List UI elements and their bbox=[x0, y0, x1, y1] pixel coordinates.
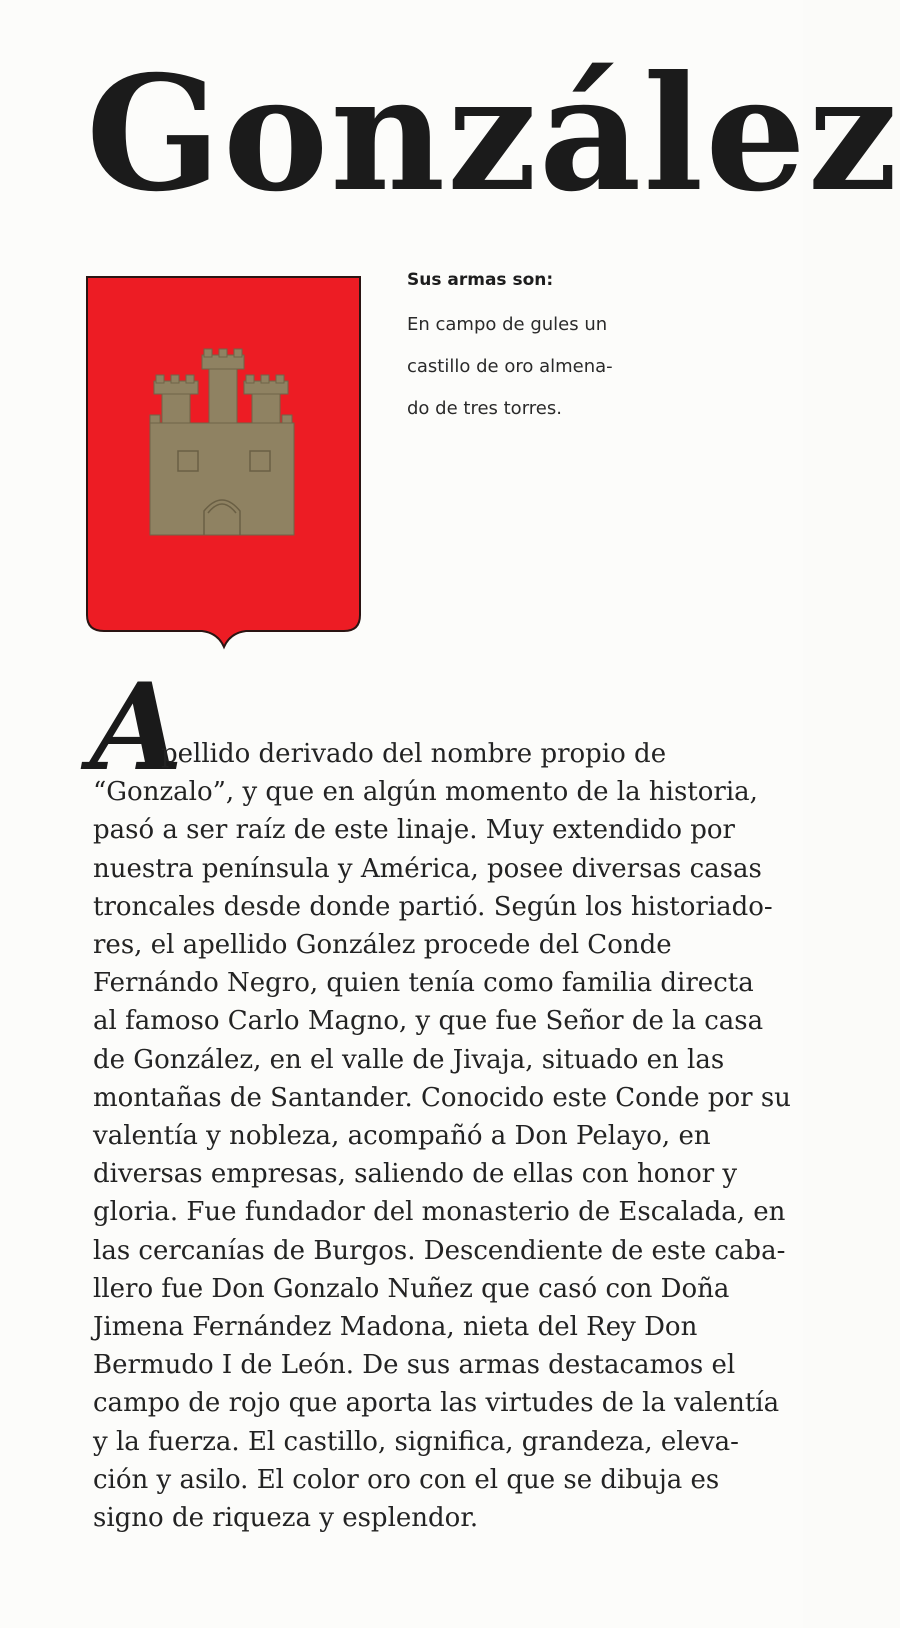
drop-cap: A bbox=[90, 657, 184, 798]
history-line: pellido derivado del nombre propio de bbox=[161, 739, 667, 769]
history-line: “Gonzalo”, y que en algún momento de la historia, bbox=[93, 777, 758, 808]
history-line: pasó a ser raíz de este linaje. Muy extendido por bbox=[93, 815, 735, 846]
arms-description-line: En campo de gules un bbox=[407, 314, 608, 335]
history-line: campo de rojo que aporta las virtudes de la valentía bbox=[93, 1388, 780, 1419]
history-line: llero fue Don Gonzalo Nuñez que casó con Doña bbox=[93, 1273, 730, 1304]
history-line: de González, en el valle de Jivaja, situado en las bbox=[93, 1044, 725, 1075]
history-line: res, el apellido González procede del Conde bbox=[93, 930, 672, 961]
history-line: Fernándo Negro, quien tenía como familia directa bbox=[93, 968, 754, 999]
history-line: Jimena Fernández Madona, nieta del Rey Don bbox=[93, 1312, 698, 1343]
arms-heading: Sus armas son: bbox=[407, 270, 554, 290]
history-line: troncales desde donde partió. Según los historiado- bbox=[93, 891, 773, 922]
history-text bbox=[93, 735, 791, 1537]
history-line: gloria. Fue fundador del monasterio de Escalada, en bbox=[93, 1197, 786, 1228]
history-line: Bermudo I de León. De sus armas destacamos el bbox=[93, 1350, 736, 1381]
history-line: las cercanías de Burgos. Descendiente de este caba- bbox=[93, 1235, 786, 1266]
arms-description bbox=[407, 304, 707, 430]
history-line: ción y asilo. El color oro con el que se dibuja es bbox=[93, 1464, 720, 1495]
arms-description-line: do de tres torres. bbox=[407, 398, 562, 419]
history-line: montañas de Santander. Conocido este Conde por su bbox=[93, 1082, 791, 1113]
surname-title: González bbox=[86, 42, 900, 227]
history-line: signo de riqueza y esplendor. bbox=[93, 1503, 479, 1534]
arms-description-line: castillo de oro almena- bbox=[407, 356, 613, 377]
history-line: al famoso Carlo Magno, y que fue Señor de la casa bbox=[93, 1006, 764, 1037]
coat-of-arms-shield bbox=[86, 275, 376, 665]
history-line: valentía y nobleza, acompañó a Don Pelayo, en bbox=[93, 1121, 711, 1152]
history-line: y la fuerza. El castillo, significa, grandeza, eleva- bbox=[93, 1426, 739, 1457]
history-line: nuestra península y América, posee diversas casas bbox=[93, 853, 762, 884]
history-line: diversas empresas, saliendo de ellas con honor y bbox=[93, 1159, 738, 1190]
